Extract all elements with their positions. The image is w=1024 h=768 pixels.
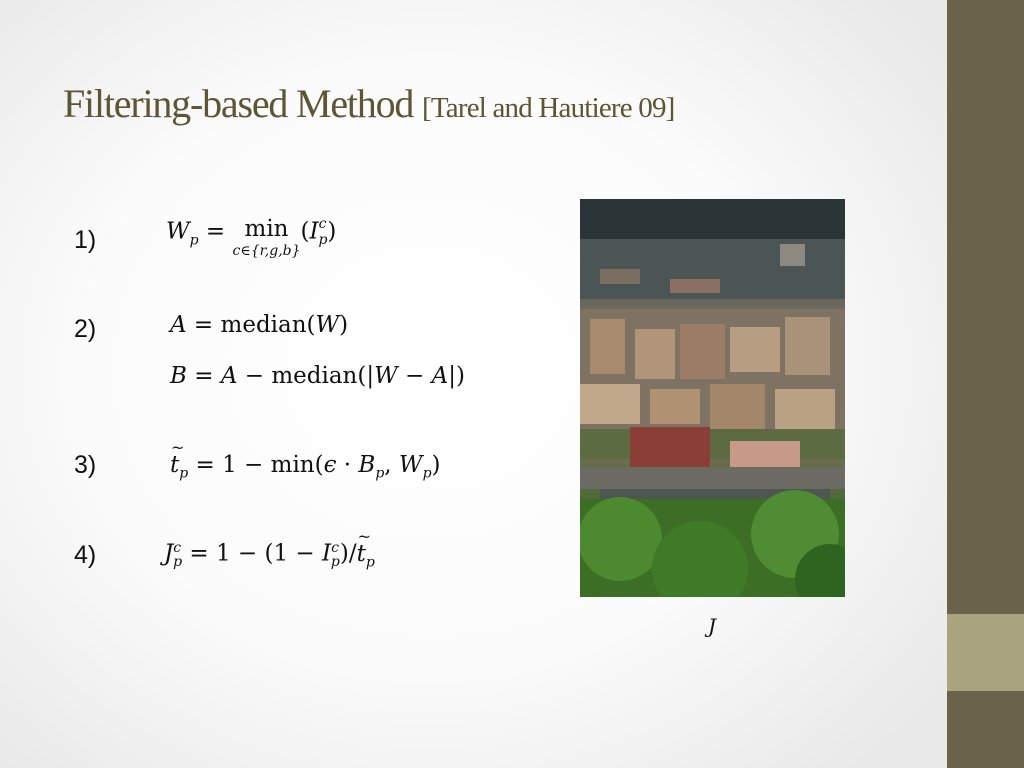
equation-1: $W_p = \min$ c∈{r,g,b} $(I^c_p)$ (166, 216, 337, 259)
slide-title (63, 80, 675, 127)
min-operator: min c∈{r,g,b} (232, 216, 301, 259)
photo-caption: J (708, 614, 717, 638)
equation-4: $J^c_p = 1 - (1$ − $I^c_p)/\sim$ $t_p$ (164, 540, 375, 570)
step-number-2: 2) (74, 315, 97, 343)
equation-2a: A = median(W) (170, 312, 349, 338)
side-decoration-accent (947, 614, 1024, 691)
dehazed-city-photo (580, 199, 845, 597)
step-number-4: 4) (74, 541, 97, 569)
title-text: Filtering-based Method (63, 81, 414, 126)
step-number-1: 1) (74, 226, 97, 254)
step-number-3: 3) (74, 451, 97, 479)
city-illustration (580, 199, 845, 597)
equation-2b: B = A − median(|W − A|) (170, 363, 465, 389)
title-citation: [Tarel and Hautiere 09] (422, 92, 675, 124)
equation-3: ~ $t_p = 1 - \min(\epsilon \cdot B_p$, $W_p$) (170, 452, 441, 482)
